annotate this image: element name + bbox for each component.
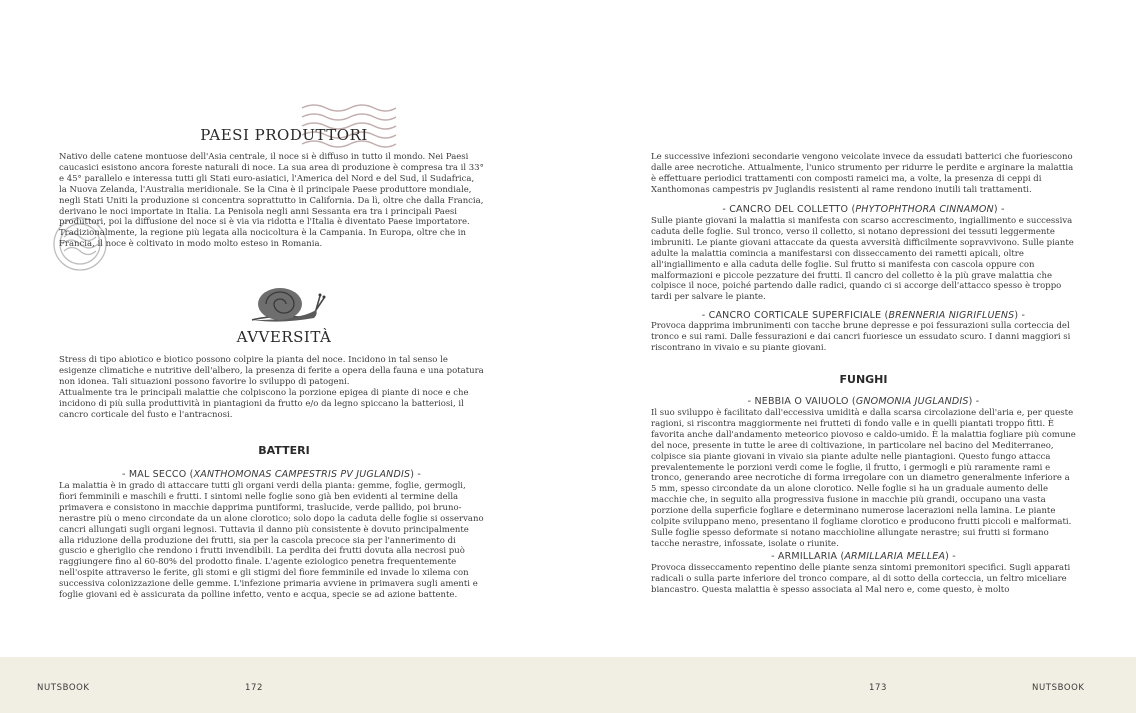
colletto-prefix: - CANCRO DEL COLLETTO ( xyxy=(722,204,856,215)
avversita-text-1: Stress di tipo abiotico e biotico possono colpire la pianta del noce. Incidono in tal senso le esigenze climatiche e nutritive dell'albero, la presenza di ferite a opera della fauna e una potatura non idonea. Tali situazioni possono favorire lo sviluppo di patogeni. xyxy=(59,355,484,387)
avversita-text-2: Attualmente tra le principali malattie che colpiscono la porzione epigea di piante di noce e che incidono di più sulla produttività in piantagioni da frutto e/o da legno spiccano la batteriosi, il cancro corticale del fusto e l'antracnosi. xyxy=(59,388,469,420)
mal-secco-subheading xyxy=(59,469,484,480)
armillaria-suffix: ) - xyxy=(945,551,956,562)
corticale-prefix: - CANCRO CORTICALE SUPERFICIALE ( xyxy=(701,310,889,321)
paesi-produttori-text: Nativo delle catene montuose dell'Asia centrale, il noce si è diffuso in tutto il mondo. Nei Paesi caucasici esistono ancora foreste naturali di noce. La sua area di produzione è compresa tra il 33° e 45° parallelo e interessa tutti gli Stati euro-asiatici, l'America del Nord e del Sud, il Sudafrica, la Nuova Zelanda, l'Australia meridionale. Se la Cina è il principale Paese produttore mondiale, negli Stati Uniti la produzione si concentra soprattutto in California. Da lì, oltre che dalla Francia, derivano le noci importate in Italia. La Penisola negli anni Sessanta era tra i principali Paesi produttori, poi la diffusione del noce si è via via ridotta e l'Italia è diventato Paese importatore. Tradizionalmente, la regione più legata alla nocicoltura è la Campania. In Europa, oltre che in Francia, il noce è coltivato in modo molto esteso in Romania. xyxy=(59,152,484,250)
footer-bar xyxy=(0,657,1136,713)
nebbia-subheading xyxy=(651,396,1076,407)
armillaria-text: Provoca disseccamento repentino delle piante senza sintomi premonitori specifici. Sugli apparati radicali o sulla parte inferiore del tronco compare, al di sotto della corteccia, un feltro miceliare biancastro. Questa malattia è spesso associata al Mal nero e, come questo, è molto xyxy=(651,563,1071,595)
corticale-suffix: ) - xyxy=(1014,310,1026,321)
snail-illustration xyxy=(250,280,330,324)
page-number-left: 172 xyxy=(245,683,264,693)
armillaria-prefix: - ARMILLARIA ( xyxy=(771,551,845,562)
footer-brand-right: NUTSBOOK xyxy=(1032,683,1085,693)
page-number-right: 173 xyxy=(869,683,888,693)
nebbia-prefix: - NEBBIA O VAIUOLO ( xyxy=(747,396,856,407)
cancro-corticale-text: Provoca dapprima imbrunimenti con tacche brune depresse e poi fessurazioni sulla corteccia del tronco e sui rami. Dalle fessurazioni e dai cancri fuoriesce un essudato scuro. I danni maggiori si riscontrano in vivaio e su piante giovani. xyxy=(651,321,1071,353)
funghi-heading: FUNGHI xyxy=(839,373,888,386)
colletto-latin: PHYTOPHTHORA CINNAMON xyxy=(855,204,994,215)
mal-secco-latin: XANTHOMONAS CAMPESTRIS PV JUGLANDIS xyxy=(193,469,411,480)
paesi-produttori-heading: PAESI PRODUTTORI xyxy=(200,126,368,144)
nebbia-suffix: ) - xyxy=(968,396,980,407)
cancro-colletto-subheading xyxy=(651,204,1076,215)
armillaria-latin: ARMILLARIA MELLEA xyxy=(844,551,946,562)
mal-secco-prefix: - MAL SECCO ( xyxy=(122,469,194,480)
cancro-colletto-text: Sulle piante giovani la malattia si manifesta con scarso accrescimento, ingiallimento e successiva caduta delle foglie. Sul tronco, verso il colletto, si notano depressioni dei tessuti leggermente imbruniti. Le piante giovani attaccate da questa avversità difficilmente sopravvivono. Sulle piante adulte la malattia comincia a manifestarsi con disseccamento dei rametti apicali, oltre all'ingiallimento e alla caduta delle foglie. Sul frutto si manifesta con cascola oppure con malformazioni e piccole pezzature dei frutti. Il cancro del colletto è la più grave malattia che colpisce il noce, poiché partendo dalle radici, quando ci si accorge dell'attacco spesso è troppo tardi per salvare le piante. xyxy=(651,216,1074,303)
left-page xyxy=(0,0,568,657)
corticale-latin: BRENNERIA NIGRIFLUENS xyxy=(888,310,1015,321)
mal-secco-text: La malattia è in grado di attaccare tutti gli organi verdi della pianta: gemme, foglie, germogli, fiori femminili e maschili e frutti. I sintomi nelle foglie sono già ben evidenti al termine della primavera e consistono in macchie dapprima puntiformi, traslucide, verde pallido, poi bruno-nerastre più o meno circondate da un alone clorotico; solo dopo la caduta delle foglie si osservano cancri allungati sugli organi legnosi. Tuttavia il danno più consistente è dovuto principalmente alla riduzione della produzione dei frutti, sia per la cascola precoce sia per l'annerimento di guscio e gheriglio che rendono i frutti invendibili. La perdita dei frutti dovuta alla necrosi può raggiungere fino al 60-80% del prodotto finale. L'agente eziologico penetra frequentemente nell'ospite attraverso le ferite, gli stomi e gli stigmi del fiore femminile ed invade lo xilema con successiva colonizzazione delle gemme. L'infezione primaria avviene in primavera sugli amenti e foglie giovani ed è assicurata da polline infetto, vento e acqua, specie se ad azione battente. xyxy=(59,481,484,601)
cancro-corticale-subheading xyxy=(651,310,1076,321)
right-page xyxy=(568,0,1136,657)
footer-brand-left: NUTSBOOK xyxy=(37,683,90,693)
mal-secco-suffix: ) - xyxy=(410,469,421,480)
avversita-heading: AVVERSITÀ xyxy=(236,328,332,346)
nebbia-latin: GNOMONIA JUGLANDIS xyxy=(855,396,969,407)
right-intro-text: Le successive infezioni secondarie vengono veicolate invece da essudati batterici che fuoriescono dalle aree necrotiche. Attualmente, l'unico strumento per ridurre le perdite e arginare la malattia è effettuare periodici trattamenti con composti rameici ma, a volte, la presenza di ceppi di Xanthomonas campestris pv Juglandis resistenti al rame rendono inutili tali trattamenti. xyxy=(651,152,1074,195)
colletto-suffix: ) - xyxy=(993,204,1005,215)
nebbia-text: Il suo sviluppo è facilitato dall'eccessiva umidità e dalla scarsa circolazione dell'aria e, per queste ragioni, si riscontra maggiormente nei frutteti di fondo valle e in quelli piantati troppo fitti. È favorita anche dall'andamento meteorico piovoso e caldo-umido. È la malattia fogliare più comune del noce, presente in tutte le aree di coltivazione, in particolare nel bacino del Mediterraneo, colpisce sia piante giovani in vivaio sia piante adulte nelle piantagioni. Questo fungo attacca prevalentemente le porzioni verdi come le foglie, il frutto, i germogli e più raramente rami e tronco, generando aree necrotiche di forma irregolare con un diametro generalmente inferiore a 5 mm, spesso circondate da un alone clorotico. Nelle foglie si ha un graduale aumento delle macchie che, in seguito alla progressiva fusione in macchie più grandi, occupano una vasta porzione della superficie fogliare e determinano numerose lacerazioni nella lamina. Le piante colpite sviluppano meno, presentano il fogliame clorotico e producono frutti piccoli e malformati. Sulle foglie spesso deformate si notano macchioline allungate nerastre; sui frutti si formano tacche nerastre, infossate, isolate o riunite. xyxy=(651,408,1076,549)
batteri-heading: BATTERI xyxy=(258,444,310,457)
armillaria-subheading xyxy=(651,551,1076,562)
